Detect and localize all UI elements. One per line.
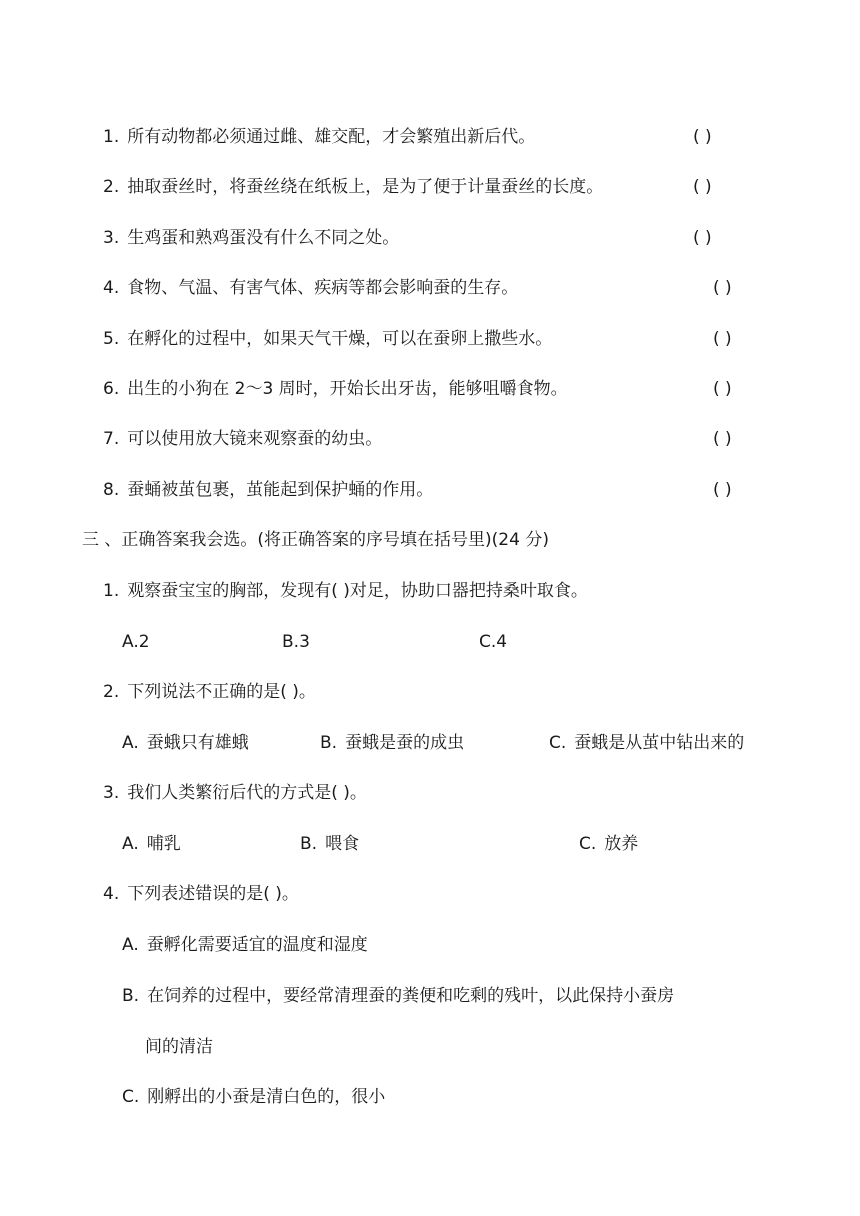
choice-4-option-b[interactable]: B. 在饲养的过程中，要经常清理蚕的粪便和吃剩的残叶，以此保持小蚕房 (122, 986, 675, 1006)
answer-blank-6[interactable]: ( ) (713, 379, 732, 399)
choice-3-option-c[interactable]: C. 放养 (579, 834, 639, 854)
answer-blank-8[interactable]: ( ) (713, 480, 732, 500)
answer-blank-2[interactable]: ( ) (693, 177, 712, 197)
judge-item-1: 1. 所有动物都必须通过雌、雄交配，才会繁殖出新后代。 (103, 127, 536, 147)
choice-2-option-a[interactable]: A. 蚕蛾只有雄蛾 (122, 733, 249, 753)
judge-item-4: 4. 食物、气温、有害气体、疾病等都会影响蚕的生存。 (103, 278, 519, 298)
choice-4-option-c[interactable]: C. 刚孵出的小蚕是清白色的，很小 (122, 1087, 386, 1107)
judge-item-3: 3. 生鸡蛋和熟鸡蛋没有什么不同之处。 (103, 228, 400, 248)
choice-4-option-a[interactable]: A. 蚕孵化需要适宜的温度和湿度 (122, 935, 368, 955)
judge-item-7: 7. 可以使用放大镜来观察蚕的幼虫。 (103, 429, 383, 449)
choice-2-option-c[interactable]: C. 蚕蛾是从茧中钻出来的 (549, 733, 745, 753)
answer-blank-3[interactable]: ( ) (693, 228, 712, 248)
choice-3-option-a[interactable]: A. 哺乳 (122, 834, 181, 854)
choice-3-option-b[interactable]: B. 喂食 (300, 834, 360, 854)
choice-question-1: 1. 观察蚕宝宝的胸部，发现有( )对足，协助口器把持桑叶取食。 (103, 581, 588, 601)
section-heading: 三 、正确答案我会选。(将正确答案的序号填在括号里)(24 分) (82, 530, 549, 550)
choice-1-option-c[interactable]: C.4 (479, 632, 508, 652)
answer-blank-1[interactable]: ( ) (693, 127, 712, 147)
choice-4-option-b-continuation: 间的清洁 (145, 1037, 213, 1057)
answer-blank-4[interactable]: ( ) (713, 278, 732, 298)
choice-2-option-b[interactable]: B. 蚕蛾是蚕的成虫 (320, 733, 465, 753)
judge-item-5: 5. 在孵化的过程中，如果天气干燥，可以在蚕卵上撒些水。 (103, 329, 553, 349)
choice-question-4: 4. 下列表述错误的是( )。 (103, 884, 299, 904)
judge-item-6: 6. 出生的小狗在 2～3 周时，开始长出牙齿，能够咀嚼食物。 (103, 379, 568, 399)
choice-1-option-b[interactable]: B.3 (282, 632, 310, 652)
choice-question-3: 3. 我们人类繁衍后代的方式是( )。 (103, 783, 367, 803)
choice-1-option-a[interactable]: A.2 (122, 632, 150, 652)
judge-item-8: 8. 蚕蛹被茧包裹，茧能起到保护蛹的作用。 (103, 480, 434, 500)
judge-item-2: 2. 抽取蚕丝时，将蚕丝绕在纸板上，是为了便于计量蚕丝的长度。 (103, 177, 604, 197)
answer-blank-5[interactable]: ( ) (713, 329, 732, 349)
answer-blank-7[interactable]: ( ) (713, 429, 732, 449)
choice-question-2: 2. 下列说法不正确的是( )。 (103, 682, 316, 702)
